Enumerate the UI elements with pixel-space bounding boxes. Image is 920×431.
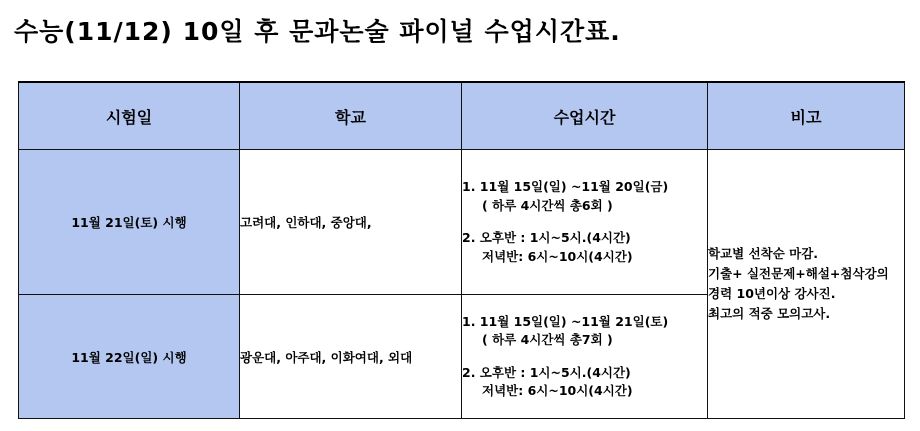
time-line: 저녁반: 6시~10시(4시간) [482, 383, 633, 398]
schedule-table [18, 81, 905, 419]
time-line: 2. 오후반 : 1시~5시.(4시간) [462, 230, 631, 245]
school-cell: 광운대, 아주대, 이화여대, 외대 [240, 295, 462, 419]
school-cell: 고려대, 인하대, 중앙대, [240, 150, 462, 295]
time-line: 1. 11월 15일(일) ~11월 21일(토) [462, 313, 669, 329]
table-header-row [19, 82, 905, 150]
exam-date-cell: 11월 22일(일) 시행 [19, 295, 240, 419]
note-line: 학교별 선착순 마감. [708, 246, 819, 261]
notes-cell [708, 150, 905, 419]
time-line: ( 하루 4시간씩 총7회 ) [482, 332, 613, 347]
time-line: 저녁반: 6시~10시(4시간) [482, 248, 633, 264]
page-title: 수능(11/12) 10일 후 문과논술 파이널 수업시간표. [14, 17, 621, 46]
time-line: ( 하루 4시간씩 총6회 ) [482, 197, 613, 213]
header-exam-date: 시험일 [19, 82, 240, 150]
note-line: 기출+ 실전문제+해설+첨삭강의 [708, 266, 889, 281]
header-class-time: 수업시간 [462, 82, 708, 150]
time-line: 1. 11월 15일(일) ~11월 20일(금) [462, 179, 669, 194]
exam-date-cell: 11월 21일(토) 시행 [19, 150, 240, 295]
class-time-cell [462, 150, 708, 295]
header-notes: 비고 [708, 82, 905, 150]
header-school: 학교 [240, 82, 462, 150]
time-line: 2. 오후반 : 1시~5시.(4시간) [462, 364, 631, 380]
class-time-cell [462, 295, 708, 419]
note-line: 경력 10년이상 강사진. [708, 286, 836, 301]
note-line: 최고의 적중 모의고사. [708, 306, 831, 321]
table-row [19, 150, 905, 295]
